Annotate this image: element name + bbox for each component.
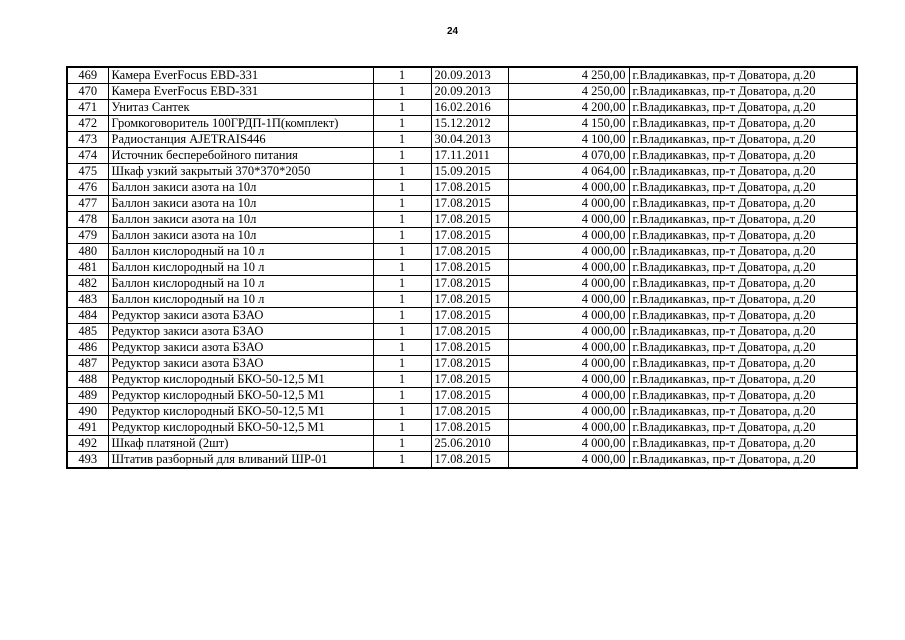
quantity-cell: 1 bbox=[373, 420, 431, 436]
item-name-cell: Баллон кислородный на 10 л bbox=[108, 244, 373, 260]
item-name-cell: Штатив разборный для вливаний ШР-01 bbox=[108, 452, 373, 469]
table-row bbox=[67, 228, 857, 244]
date-cell: 17.08.2015 bbox=[431, 244, 508, 260]
item-name-cell: Редуктор закиси азота БЗАО bbox=[108, 324, 373, 340]
address-cell: г.Владикавказ, пр-т Доватора, д.20 bbox=[629, 292, 857, 308]
page-number: 24 bbox=[446, 26, 459, 37]
price-cell: 4 000,00 bbox=[508, 228, 629, 244]
price-cell: 4 000,00 bbox=[508, 308, 629, 324]
row-number-cell: 493 bbox=[67, 452, 108, 469]
table-row bbox=[67, 404, 857, 420]
quantity-cell: 1 bbox=[373, 196, 431, 212]
table-row bbox=[67, 84, 857, 100]
date-cell: 17.08.2015 bbox=[431, 452, 508, 469]
row-number-cell: 492 bbox=[67, 436, 108, 452]
address-cell: г.Владикавказ, пр-т Доватора, д.20 bbox=[629, 148, 857, 164]
price-cell: 4 070,00 bbox=[508, 148, 629, 164]
row-number-cell: 490 bbox=[67, 404, 108, 420]
price-cell: 4 200,00 bbox=[508, 100, 629, 116]
price-cell: 4 000,00 bbox=[508, 436, 629, 452]
item-name-cell: Источник бесперебойного питания bbox=[108, 148, 373, 164]
address-cell: г.Владикавказ, пр-т Доватора, д.20 bbox=[629, 420, 857, 436]
quantity-cell: 1 bbox=[373, 132, 431, 148]
quantity-cell: 1 bbox=[373, 228, 431, 244]
row-number-cell: 486 bbox=[67, 340, 108, 356]
date-cell: 17.08.2015 bbox=[431, 388, 508, 404]
date-cell: 17.08.2015 bbox=[431, 356, 508, 372]
table-row bbox=[67, 452, 857, 469]
table-row bbox=[67, 340, 857, 356]
address-cell: г.Владикавказ, пр-т Доватора, д.20 bbox=[629, 244, 857, 260]
row-number-cell: 480 bbox=[67, 244, 108, 260]
price-cell: 4 000,00 bbox=[508, 180, 629, 196]
address-cell: г.Владикавказ, пр-т Доватора, д.20 bbox=[629, 260, 857, 276]
row-number-cell: 479 bbox=[67, 228, 108, 244]
quantity-cell: 1 bbox=[373, 148, 431, 164]
date-cell: 30.04.2013 bbox=[431, 132, 508, 148]
price-cell: 4 000,00 bbox=[508, 244, 629, 260]
table-row bbox=[67, 244, 857, 260]
address-cell: г.Владикавказ, пр-т Доватора, д.20 bbox=[629, 228, 857, 244]
row-number-cell: 472 bbox=[67, 116, 108, 132]
quantity-cell: 1 bbox=[373, 308, 431, 324]
quantity-cell: 1 bbox=[373, 260, 431, 276]
date-cell: 17.11.2011 bbox=[431, 148, 508, 164]
row-number-cell: 481 bbox=[67, 260, 108, 276]
price-cell: 4 000,00 bbox=[508, 324, 629, 340]
item-name-cell: Баллон кислородный на 10 л bbox=[108, 260, 373, 276]
price-cell: 4 000,00 bbox=[508, 212, 629, 228]
date-cell: 17.08.2015 bbox=[431, 260, 508, 276]
date-cell: 16.02.2016 bbox=[431, 100, 508, 116]
quantity-cell: 1 bbox=[373, 100, 431, 116]
price-cell: 4 000,00 bbox=[508, 196, 629, 212]
table-row bbox=[67, 276, 857, 292]
row-number-cell: 485 bbox=[67, 324, 108, 340]
address-cell: г.Владикавказ, пр-т Доватора, д.20 bbox=[629, 324, 857, 340]
item-name-cell: Радиостанция AJETRAIS446 bbox=[108, 132, 373, 148]
price-cell: 4 150,00 bbox=[508, 116, 629, 132]
item-name-cell: Шкаф узкий закрытый 370*370*2050 bbox=[108, 164, 373, 180]
price-cell: 4 000,00 bbox=[508, 340, 629, 356]
item-name-cell: Редуктор кислородный БКО-50-12,5 М1 bbox=[108, 388, 373, 404]
row-number-cell: 475 bbox=[67, 164, 108, 180]
date-cell: 17.08.2015 bbox=[431, 276, 508, 292]
table-row bbox=[67, 132, 857, 148]
table-row bbox=[67, 148, 857, 164]
table-row bbox=[67, 292, 857, 308]
table-row bbox=[67, 116, 857, 132]
price-cell: 4 000,00 bbox=[508, 372, 629, 388]
date-cell: 17.08.2015 bbox=[431, 228, 508, 244]
quantity-cell: 1 bbox=[373, 292, 431, 308]
price-cell: 4 250,00 bbox=[508, 84, 629, 100]
address-cell: г.Владикавказ, пр-т Доватора, д.20 bbox=[629, 452, 857, 469]
item-name-cell: Редуктор кислородный БКО-50-12,5 М1 bbox=[108, 420, 373, 436]
item-name-cell: Редуктор закиси азота БЗАО bbox=[108, 340, 373, 356]
table-row bbox=[67, 388, 857, 404]
row-number-cell: 488 bbox=[67, 372, 108, 388]
date-cell: 17.08.2015 bbox=[431, 324, 508, 340]
quantity-cell: 1 bbox=[373, 164, 431, 180]
date-cell: 17.08.2015 bbox=[431, 180, 508, 196]
price-cell: 4 000,00 bbox=[508, 292, 629, 308]
address-cell: г.Владикавказ, пр-т Доватора, д.20 bbox=[629, 116, 857, 132]
date-cell: 25.06.2010 bbox=[431, 436, 508, 452]
item-name-cell: Баллон закиси азота на 10л bbox=[108, 228, 373, 244]
date-cell: 20.09.2013 bbox=[431, 67, 508, 84]
date-cell: 17.08.2015 bbox=[431, 212, 508, 228]
table-row bbox=[67, 196, 857, 212]
quantity-cell: 1 bbox=[373, 340, 431, 356]
quantity-cell: 1 bbox=[373, 67, 431, 84]
price-cell: 4 064,00 bbox=[508, 164, 629, 180]
quantity-cell: 1 bbox=[373, 244, 431, 260]
address-cell: г.Владикавказ, пр-т Доватора, д.20 bbox=[629, 212, 857, 228]
row-number-cell: 491 bbox=[67, 420, 108, 436]
address-cell: г.Владикавказ, пр-т Доватора, д.20 bbox=[629, 404, 857, 420]
price-cell: 4 000,00 bbox=[508, 404, 629, 420]
row-number-cell: 487 bbox=[67, 356, 108, 372]
row-number-cell: 474 bbox=[67, 148, 108, 164]
table-row bbox=[67, 67, 857, 84]
quantity-cell: 1 bbox=[373, 324, 431, 340]
item-name-cell: Редуктор кислородный БКО-50-12,5 М1 bbox=[108, 404, 373, 420]
address-cell: г.Владикавказ, пр-т Доватора, д.20 bbox=[629, 340, 857, 356]
date-cell: 17.08.2015 bbox=[431, 372, 508, 388]
quantity-cell: 1 bbox=[373, 372, 431, 388]
address-cell: г.Владикавказ, пр-т Доватора, д.20 bbox=[629, 436, 857, 452]
row-number-cell: 484 bbox=[67, 308, 108, 324]
address-cell: г.Владикавказ, пр-т Доватора, д.20 bbox=[629, 276, 857, 292]
item-name-cell: Камера EverFocus EBD-331 bbox=[108, 84, 373, 100]
address-cell: г.Владикавказ, пр-т Доватора, д.20 bbox=[629, 356, 857, 372]
item-name-cell: Редуктор закиси азота БЗАО bbox=[108, 356, 373, 372]
address-cell: г.Владикавказ, пр-т Доватора, д.20 bbox=[629, 308, 857, 324]
table-row bbox=[67, 420, 857, 436]
date-cell: 15.12.2012 bbox=[431, 116, 508, 132]
row-number-cell: 469 bbox=[67, 67, 108, 84]
quantity-cell: 1 bbox=[373, 276, 431, 292]
item-name-cell: Баллон закиси азота на 10л bbox=[108, 212, 373, 228]
table-row bbox=[67, 260, 857, 276]
price-cell: 4 250,00 bbox=[508, 67, 629, 84]
price-cell: 4 000,00 bbox=[508, 388, 629, 404]
quantity-cell: 1 bbox=[373, 388, 431, 404]
address-cell: г.Владикавказ, пр-т Доватора, д.20 bbox=[629, 67, 857, 84]
address-cell: г.Владикавказ, пр-т Доватора, д.20 bbox=[629, 84, 857, 100]
quantity-cell: 1 bbox=[373, 404, 431, 420]
table-row bbox=[67, 212, 857, 228]
inventory-table-body bbox=[67, 67, 857, 468]
item-name-cell: Баллон кислородный на 10 л bbox=[108, 276, 373, 292]
item-name-cell: Редуктор кислородный БКО-50-12,5 М1 bbox=[108, 372, 373, 388]
row-number-cell: 470 bbox=[67, 84, 108, 100]
quantity-cell: 1 bbox=[373, 180, 431, 196]
table-row bbox=[67, 324, 857, 340]
row-number-cell: 471 bbox=[67, 100, 108, 116]
date-cell: 17.08.2015 bbox=[431, 420, 508, 436]
item-name-cell: Камера EverFocus EBD-331 bbox=[108, 67, 373, 84]
quantity-cell: 1 bbox=[373, 212, 431, 228]
address-cell: г.Владикавказ, пр-т Доватора, д.20 bbox=[629, 388, 857, 404]
address-cell: г.Владикавказ, пр-т Доватора, д.20 bbox=[629, 100, 857, 116]
price-cell: 4 000,00 bbox=[508, 452, 629, 469]
row-number-cell: 473 bbox=[67, 132, 108, 148]
item-name-cell: Баллон кислородный на 10 л bbox=[108, 292, 373, 308]
row-number-cell: 477 bbox=[67, 196, 108, 212]
table-row bbox=[67, 100, 857, 116]
row-number-cell: 483 bbox=[67, 292, 108, 308]
price-cell: 4 000,00 bbox=[508, 356, 629, 372]
table-row bbox=[67, 308, 857, 324]
quantity-cell: 1 bbox=[373, 436, 431, 452]
date-cell: 20.09.2013 bbox=[431, 84, 508, 100]
table-row bbox=[67, 180, 857, 196]
address-cell: г.Владикавказ, пр-т Доватора, д.20 bbox=[629, 180, 857, 196]
quantity-cell: 1 bbox=[373, 116, 431, 132]
item-name-cell: Баллон закиси азота на 10л bbox=[108, 180, 373, 196]
date-cell: 17.08.2015 bbox=[431, 308, 508, 324]
quantity-cell: 1 bbox=[373, 356, 431, 372]
item-name-cell: Унитаз Сантек bbox=[108, 100, 373, 116]
inventory-table bbox=[66, 66, 858, 469]
date-cell: 17.08.2015 bbox=[431, 292, 508, 308]
price-cell: 4 000,00 bbox=[508, 420, 629, 436]
item-name-cell: Громкоговоритель 100ГРДП-1П(комплект) bbox=[108, 116, 373, 132]
price-cell: 4 000,00 bbox=[508, 276, 629, 292]
address-cell: г.Владикавказ, пр-т Доватора, д.20 bbox=[629, 196, 857, 212]
date-cell: 17.08.2015 bbox=[431, 340, 508, 356]
quantity-cell: 1 bbox=[373, 452, 431, 469]
address-cell: г.Владикавказ, пр-т Доватора, д.20 bbox=[629, 132, 857, 148]
item-name-cell: Баллон закиси азота на 10л bbox=[108, 196, 373, 212]
row-number-cell: 489 bbox=[67, 388, 108, 404]
quantity-cell: 1 bbox=[373, 84, 431, 100]
row-number-cell: 476 bbox=[67, 180, 108, 196]
address-cell: г.Владикавказ, пр-т Доватора, д.20 bbox=[629, 164, 857, 180]
price-cell: 4 000,00 bbox=[508, 260, 629, 276]
date-cell: 15.09.2015 bbox=[431, 164, 508, 180]
address-cell: г.Владикавказ, пр-т Доватора, д.20 bbox=[629, 372, 857, 388]
table-row bbox=[67, 372, 857, 388]
date-cell: 17.08.2015 bbox=[431, 404, 508, 420]
date-cell: 17.08.2015 bbox=[431, 196, 508, 212]
table-row bbox=[67, 356, 857, 372]
price-cell: 4 100,00 bbox=[508, 132, 629, 148]
row-number-cell: 478 bbox=[67, 212, 108, 228]
table-row bbox=[67, 164, 857, 180]
item-name-cell: Шкаф платяной (2шт) bbox=[108, 436, 373, 452]
table-row bbox=[67, 436, 857, 452]
item-name-cell: Редуктор закиси азота БЗАО bbox=[108, 308, 373, 324]
row-number-cell: 482 bbox=[67, 276, 108, 292]
